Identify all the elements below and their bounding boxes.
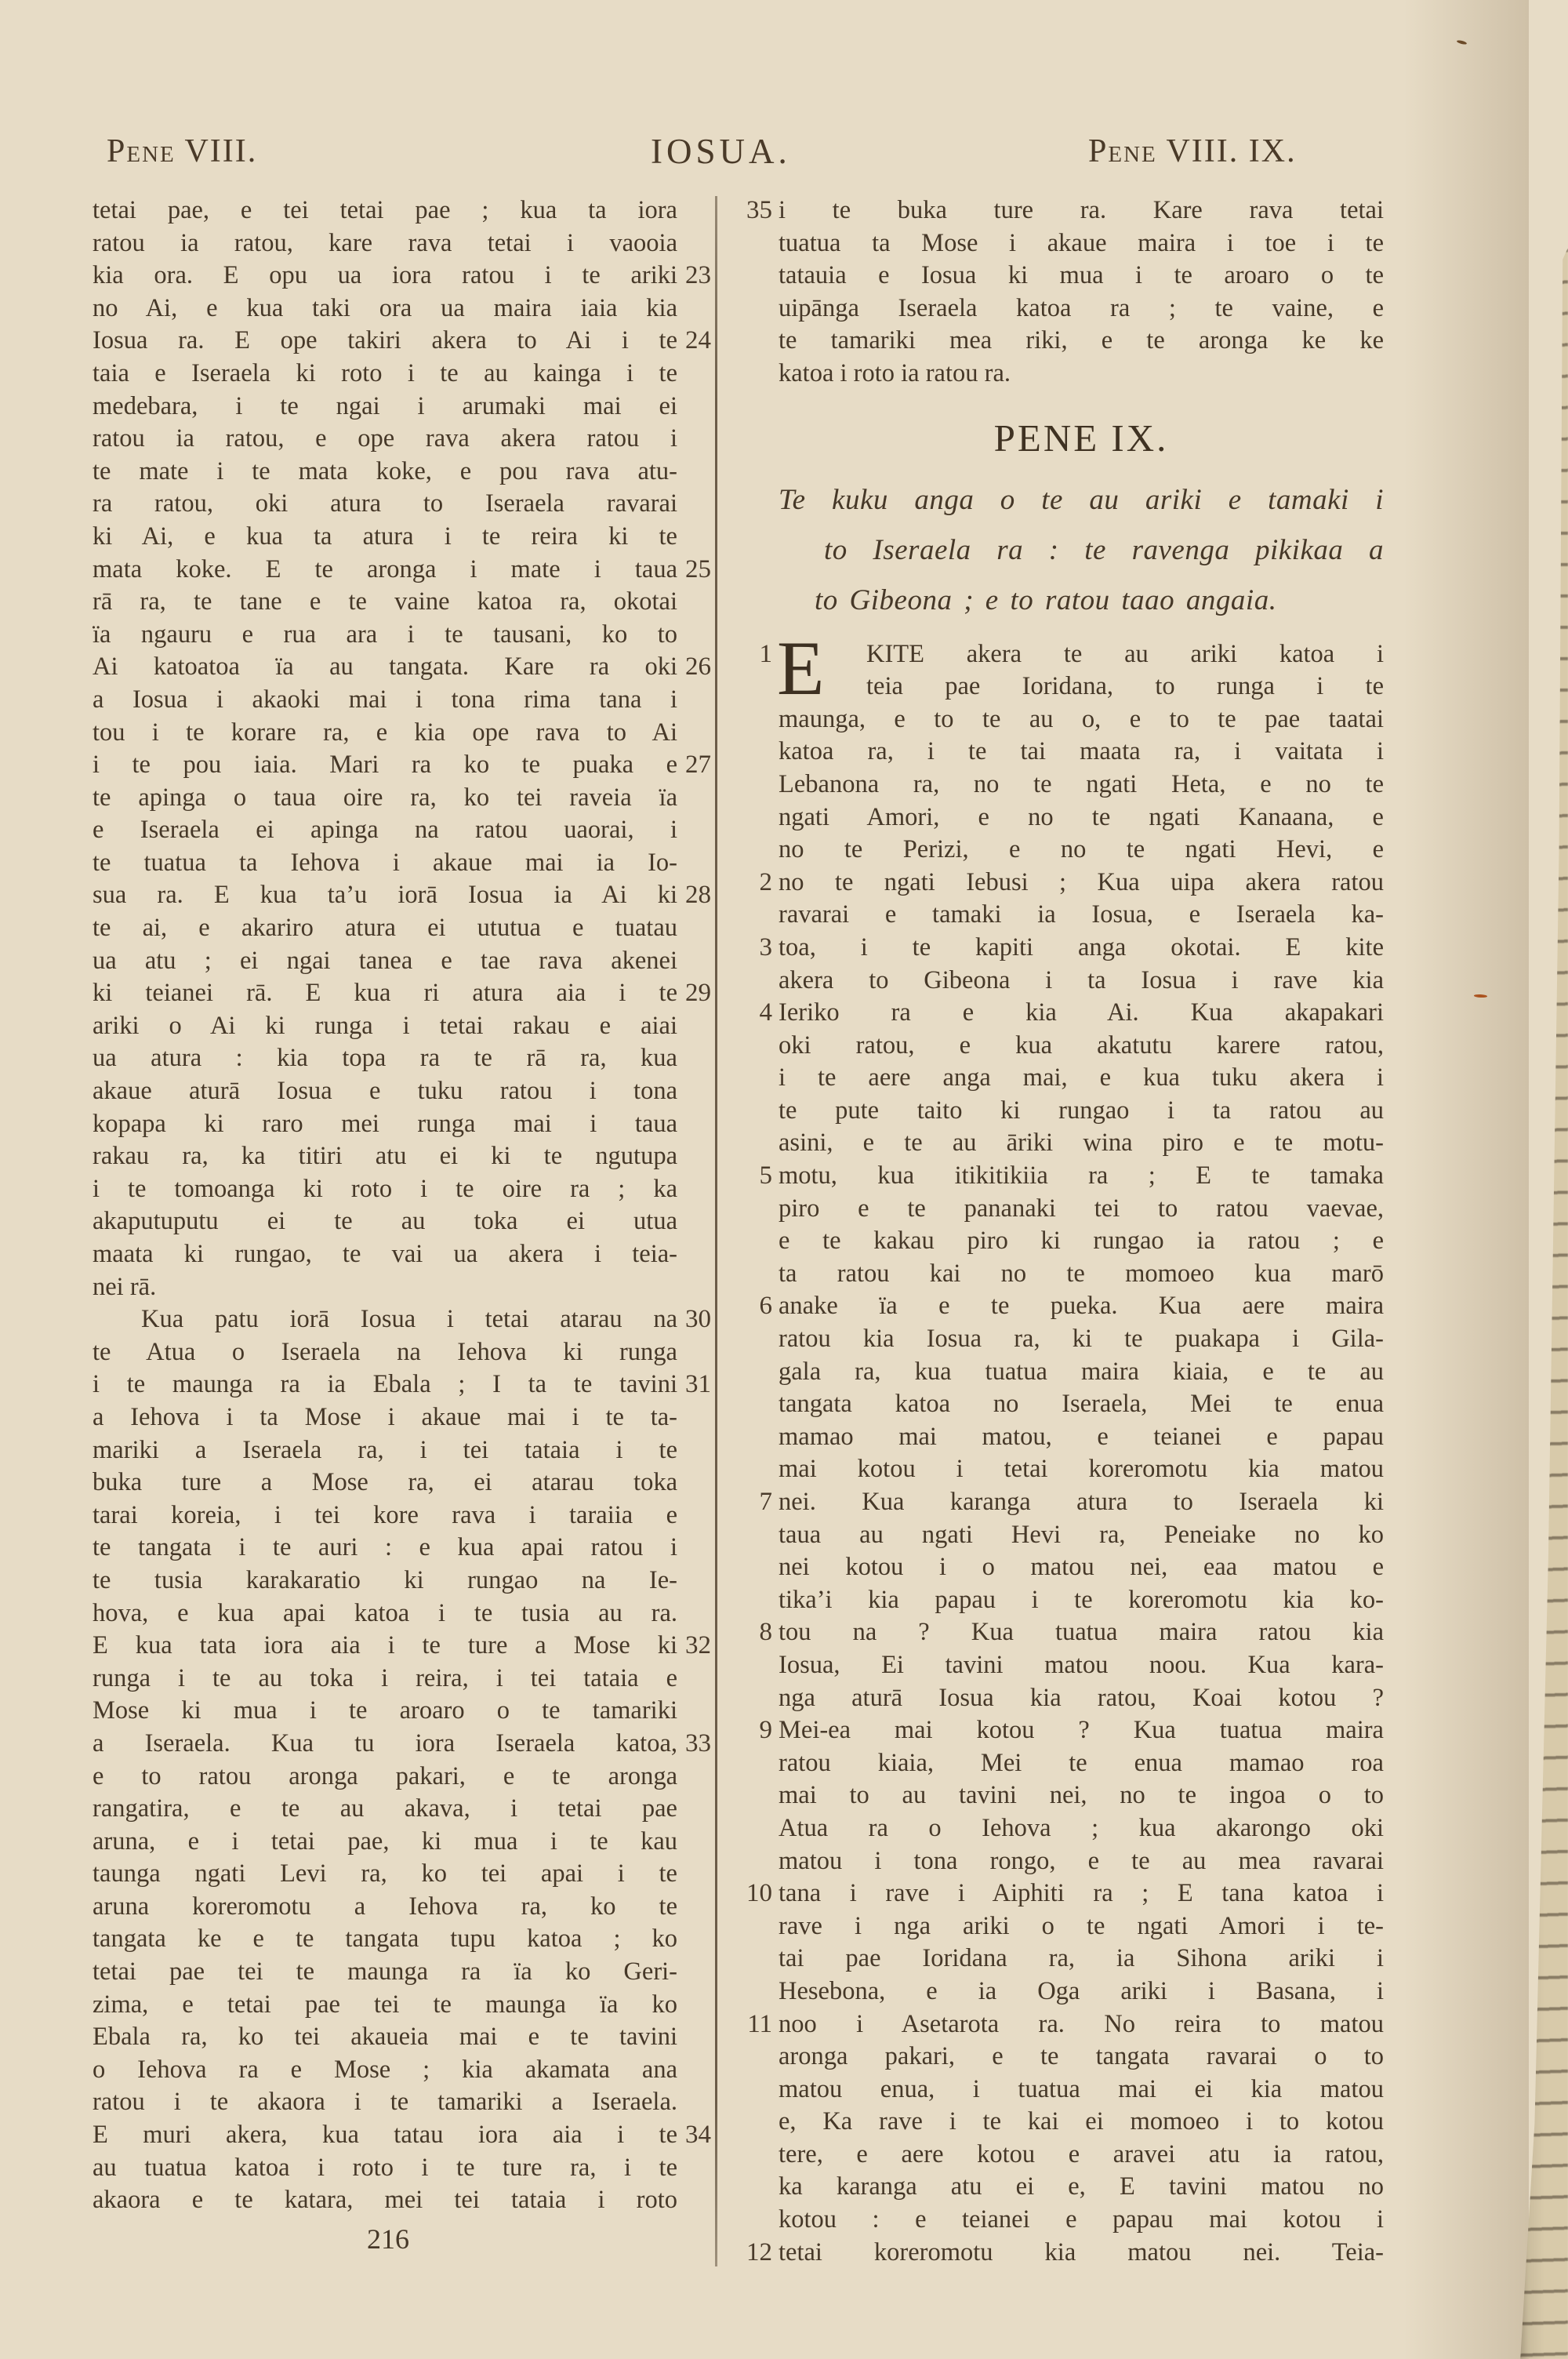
right-column-text-line: ngati Amori, e no te ngati Kanaana, e: [779, 802, 1384, 831]
right-column-text-line: ratou kia Iosua ra, ki te puakapa i Gila-: [779, 1325, 1384, 1354]
right-column-text-line: maunga, e to te au o, e to te pae taatai: [779, 704, 1384, 733]
verse-number: 6: [759, 1292, 772, 1321]
left-column-text-line: ïa ngauru e rua ara i te tausani, ko to: [93, 620, 677, 649]
left-column-text-line: tetai pae, e tei tetai pae ; kua ta iora: [93, 196, 677, 224]
left-column-text-line: kopapa ki raro mei runga mai i taua: [93, 1109, 677, 1138]
left-column-text-line: rā ra, te tane e te vaine katoa ra, okotai: [93, 587, 677, 616]
left-column-text-line: Ebala ra, ko tei akaueia mai e te tavini: [93, 2023, 677, 2052]
verse-number: 4: [759, 998, 772, 1027]
right-column-text-line: akera to Gibeona i ta Iosua i rave kia: [779, 965, 1384, 994]
right-column-text-line: tatauia e Iosua ki mua i te aroaro o te: [779, 261, 1384, 290]
left-column-text-line: E muri akera, kua tatau iora aia i te 34: [93, 2119, 677, 2152]
left-column-text-line: ratou i te akaora i te tamariki a Iseraela.: [93, 2088, 677, 2117]
left-column-text-line: ua atura : kia topa ra te rā ra, kua: [93, 1044, 677, 1073]
left-column-text-line: aruna, e i tetai pae, ki mua i te kau: [93, 1826, 677, 1856]
left-column-text-line: taia e Iseraela ki roto i te au kainga i te: [93, 358, 677, 387]
left-column-text-line: ra ratou, oki atura to Iseraela ravarai: [93, 489, 677, 518]
left-column-text-line: a Iehova i ta Mose i akaue mai i te ta-: [93, 1402, 677, 1431]
left-column-text-line: te mate i te mata koke, e pou rava atu-: [93, 456, 677, 485]
right-column-text-line: Atua ra o Iehova ; kua akarongo oki: [779, 1813, 1384, 1842]
right-column-text-line: tuatua ta Mose i akaue maira i toe i te: [779, 228, 1384, 257]
right-column-text-line: Lebanona ra, no te ngati Heta, e no te: [779, 769, 1384, 798]
chapter-heading: PENE IX.: [993, 416, 1169, 460]
right-column-text-line: anake ïa e te pueka. Kua aere maira 6: [779, 1290, 1384, 1323]
verse-number: 3: [759, 932, 772, 961]
left-column-text-line: i te maunga ra ia Ebala ; I ta te tavini 31: [93, 1369, 677, 1401]
right-column-text-line: te pute taito ki rungao i ta ratou au: [779, 1096, 1384, 1125]
right-column-text-line: katoa ra, i te tai maata ra, i vaitata i: [779, 737, 1384, 766]
verse-number: 30: [685, 1305, 711, 1334]
right-column-text-line: Ieriko ra e kia Ai. Kua akapakari 4: [779, 997, 1384, 1030]
left-column-text-line: te apinga o taua oire ra, ko tei raveia ïa: [93, 783, 677, 812]
right-column-text-line: Iosua, Ei tavini matou noou. Kua kara-: [779, 1650, 1384, 1679]
left-column-text-line: i te tomoanga ki roto i te oire ra ; ka: [93, 1174, 677, 1203]
page-number: 216: [367, 2223, 409, 2255]
right-column-text-line: nga aturā Iosua kia ratou, Koai kotou ?: [779, 1683, 1384, 1712]
right-column-text-line: ratou kiaia, Mei te enua mamao roa: [779, 1748, 1384, 1777]
right-column-text-line: asini, e te au āriki wina piro e te motu-: [779, 1129, 1384, 1158]
right-column-text-line: nei kotou i o matou nei, eaa matou e: [779, 1553, 1384, 1582]
right-column-text-line: tangata katoa no Iseraela, Mei te enua: [779, 1390, 1384, 1419]
left-column-text-line: maata ki rungao, te vai ua akera i teia-: [93, 1240, 677, 1268]
left-text-column: [93, 194, 711, 2217]
right-column-text-line: piro e te pananaki tei to ratou vaevae,: [779, 1194, 1384, 1223]
right-column-text-line: oki ratou, e kua akatutu karere ratou,: [779, 1030, 1384, 1060]
right-text-column: [746, 194, 1384, 2269]
right-column-text-line: kotou : e teianei e papau mai kotou i: [779, 2205, 1384, 2234]
verse-number: 34: [685, 2121, 711, 2150]
right-column-text-line: i te aere anga mai, e kua tuku akera i: [779, 1063, 1384, 1092]
running-head-right: Pene VIII. IX.: [1088, 133, 1297, 169]
right-column-text-line: uipānga Iseraela katoa ra ; te vaine, e: [779, 293, 1384, 322]
chapter-summary-line: Te kuku anga o te au ariki e tamaki i: [779, 483, 1384, 516]
right-column-text-line: matou enua, i tuatua mai ei kia matou: [779, 2074, 1384, 2103]
verse-number: 29: [685, 979, 711, 1008]
left-column-text-line: zima, e tetai pae tei te maunga ïa ko: [93, 1990, 677, 2019]
verse-number: 9: [759, 1716, 772, 1745]
left-column-text-line: akaputuputu ei te au toka ei utua: [93, 1207, 677, 1236]
right-column-text-line: matou i tona rongo, e te au mea ravarai: [779, 1846, 1384, 1875]
running-head-left: Pene VIII.: [107, 133, 258, 169]
left-column-text-line: rakau ra, ka titiri atu ei ki te ngutupa: [93, 1142, 677, 1171]
right-column-text-line: e, Ka rave i te kai ei momoeo i to kotou: [779, 2107, 1384, 2136]
left-column-text-line: tetai pae tei te maunga ra ïa ko Geri-: [93, 1957, 677, 1986]
left-column-text-line: mata koke. E te aronga i mate i taua 25: [93, 554, 677, 587]
right-column-text-line: ka karanga atu ei e, E tavini matou no: [779, 2172, 1384, 2201]
left-column-text-line: ratou ia ratou, kare rava tetai i vaooia: [93, 228, 677, 257]
left-column-text-line: Mose ki mua i te aroaro o te tamariki: [93, 1696, 677, 1725]
verse-number: 10: [746, 1879, 772, 1908]
verse-number: 27: [685, 751, 711, 780]
right-column-text-line: mai kotou i tetai koreromotu kia matou: [779, 1455, 1384, 1484]
left-column-text-line: akaue aturā Iosua e tuku ratou i tona: [93, 1077, 677, 1106]
verse-number: 32: [685, 1631, 711, 1660]
right-column-text-line: tou na ? Kua tuatua maira ratou kia 8: [779, 1616, 1384, 1649]
left-column-text-line: te tusia karakaratio ki rungao na Ie-: [93, 1565, 677, 1594]
right-column-text-line: tetai koreromotu kia matou nei. Teia- 12: [779, 2237, 1384, 2270]
running-head-title: IOSUA.: [651, 132, 791, 171]
left-column-text-line: au tuatua katoa i roto i te ture ra, i te: [93, 2153, 677, 2182]
left-column-text-line: i te pou iaia. Mari ra ko te puaka e 27: [93, 749, 677, 782]
right-column-text-line: noo i Asetarota ra. No reira to matou 11: [779, 2008, 1384, 2041]
verse-number: 24: [685, 326, 711, 355]
left-column-text-line: Iosua ra. E ope takiri akera to Ai i te 24: [93, 325, 677, 358]
left-column-text-line: te Atua o Iseraela na Iehova ki runga: [93, 1337, 677, 1366]
left-column-text-line: taunga ngati Levi ra, ko tei apai i te: [93, 1859, 677, 1888]
right-column-text-line: te tamariki mea riki, e te aronga ke ke: [779, 326, 1384, 355]
left-column-text-line: a Iosua i akaoki mai i tona rima tana i: [93, 685, 677, 714]
left-column-text-line: ariki o Ai ki runga i tetai rakau e aiai: [93, 1011, 677, 1040]
verse-number: 25: [685, 554, 711, 583]
verse-number: 1: [759, 639, 772, 668]
verse-number: 28: [685, 881, 711, 910]
right-column-text-line: ravarai e tamaki ia Iosua, e Iseraela ka-: [779, 900, 1384, 929]
verse-number: 2: [759, 867, 772, 896]
column-divider-rule: [715, 196, 717, 2266]
page-curvature-shadow: [1403, 0, 1529, 2359]
right-column-text-line: toa, i te kapiti anga okotai. E kite 3: [779, 932, 1384, 965]
left-column-text-line: sua ra. E kua ta’u iorā Iosua ia Ai ki 28: [93, 879, 677, 912]
verse-number: 12: [746, 2237, 772, 2266]
verse-number: 33: [685, 1728, 711, 1757]
left-column-text-line: no Ai, e kua taki ora ua maira iaia kia: [93, 293, 677, 322]
left-column-text-line: e Iseraela ei apinga na ratou uaorai, i: [93, 816, 677, 845]
left-column-text-line: te tuatua ta Iehova i akaue mai ia Io-: [93, 848, 677, 877]
drop-cap: E: [777, 625, 825, 711]
verse-number: 8: [759, 1618, 772, 1647]
chapter-summary-line: to Iseraela ra : te ravenga pikikaa a: [824, 533, 1384, 566]
left-column-text-line: tou i te korare ra, e kia ope rava to Ai: [93, 718, 677, 747]
right-column-text-line: katoa i roto ia ratou ra.: [779, 358, 1011, 387]
left-column-text-line: te tangata i te auri : e kua apai ratou i: [93, 1533, 677, 1562]
right-column-text-line: rave i nga ariki o te ngati Amori i te-: [779, 1911, 1384, 1940]
right-column-text-line: aronga pakari, e te tangata ravarai o to: [779, 2042, 1384, 2071]
left-column-text-line: Kua patu iorā Iosua i tetai atarau na 30: [93, 1303, 677, 1336]
verse-number: 23: [685, 261, 711, 290]
right-column-text-line: E KITE akera te au ariki katoa i 1: [759, 625, 1384, 711]
left-column-text-line: hova, e kua apai katoa i te tusia au ra.: [93, 1598, 677, 1627]
left-column-text-line: nei rā.: [93, 1272, 157, 1301]
right-column-text-line: no te ngati Iebusi ; Kua uipa akera ratou 2: [779, 867, 1384, 900]
left-column-text-line: E kua tata iora aia i te ture a Mose ki 32: [93, 1630, 677, 1663]
left-column-text-line: o Iehova ra e Mose ; kia akamata ana: [93, 2055, 677, 2084]
left-column-text-line: ki teianei rā. E kua ri atura aia i te 29: [93, 977, 677, 1010]
verse-number: 26: [685, 652, 711, 682]
right-column-text-line: Hesebona, e ia Oga ariki i Basana, i: [779, 1976, 1384, 2005]
left-column-text-line: a Iseraela. Kua tu iora Iseraela katoa, 33: [93, 1728, 677, 1761]
right-column-text-line: e te kakau piro ki rungao ia ratou ; e: [779, 1227, 1384, 1256]
chapter-summary-line: to Gibeona ; e to ratou taao angaia.: [815, 583, 1277, 616]
left-column-text-line: Ai katoatoa ïa au tangata. Kare ra oki 26: [93, 651, 677, 684]
verse-number: 7: [759, 1488, 772, 1516]
left-column-text-line: ki Ai, e kua ta atura i te reira ki te: [93, 522, 677, 551]
left-column-text-line: aruna koreromotu a Iehova ra, ko te: [93, 1892, 677, 1921]
right-column-text-line: mai to au tavini nei, no te ingoa o to: [779, 1781, 1384, 1810]
left-column-text-line: medebara, i te ngai i arumaki mai ei: [93, 391, 677, 420]
left-column-text-line: buka ture a Mose ra, ei atarau toka: [93, 1468, 677, 1497]
left-column-text-line: mariki a Iseraela ra, i tei tataia i te: [93, 1435, 677, 1464]
right-column-text-line: teia pae Ioridana, to runga i te: [866, 672, 1384, 701]
right-column-text-line: tika’i kia papau i te koreromotu kia ko-: [779, 1585, 1384, 1614]
left-column-text-line: kia ora. E opu ua iora ratou i te ariki 23: [93, 260, 677, 293]
right-column-text-line: gala ra, kua tuatua maira kiaia, e te au: [779, 1357, 1384, 1386]
right-column-text-line: taua au ngati Hevi ra, Peneiake no ko: [779, 1520, 1384, 1549]
left-column-text-line: ratou ia ratou, e ope rava akera ratou i: [93, 424, 677, 453]
verse-number: 5: [759, 1161, 772, 1190]
left-column-text-line: runga i te au toka i reira, i tei tataia e: [93, 1663, 677, 1692]
left-column-text-line: tangata ke e te tangata tupu katoa ; ko: [93, 1925, 677, 1954]
left-column-text-line: akaora e te katara, mei tei tataia i roto: [93, 2186, 677, 2215]
right-column-text-line: i te buka ture ra. Kare rava tetai 35: [779, 194, 1384, 227]
right-column-text-line: no te Perizi, e no te ngati Hevi, e: [779, 835, 1384, 864]
left-column-text-line: tarai koreia, i tei kore rava i taraiia e: [93, 1500, 677, 1529]
left-column-text-line: ua atu ; ei ngai tanea e tae rava akenei: [93, 946, 677, 975]
verse-number: 31: [685, 1370, 711, 1399]
verse-number: 35: [746, 196, 772, 224]
right-column-text-line: nei. Kua karanga atura to Iseraela ki 7: [779, 1486, 1384, 1519]
right-column-text-line: tai pae Ioridana ra, ia Sihona ariki i: [779, 1944, 1384, 1973]
right-column-text-line: tere, e aere kotou e aravei atu ia ratou,: [779, 2139, 1384, 2168]
right-column-text-line: ta ratou kai no te momoeo kua marō: [779, 1259, 1384, 1288]
left-column-text-line: e to ratou aronga pakari, e te aronga: [93, 1761, 677, 1790]
right-column-text-line: mamao mai matou, e teianei e papau: [779, 1422, 1384, 1451]
right-column-text-line: tana i rave i Aiphiti ra ; E tana katoa i 10: [779, 1877, 1384, 1910]
left-column-text-line: te ai, e akariro atura ei ututua e tuatau: [93, 914, 677, 943]
left-column-text-line: rangatira, e te au akava, i tetai pae: [93, 1794, 677, 1823]
verse-number: 11: [747, 2009, 772, 2038]
right-column-text-line: Mei-ea mai kotou ? Kua tuatua maira 9: [779, 1714, 1384, 1747]
right-column-text-line: motu, kua itikitikiia ra ; E te tamaka 5: [779, 1160, 1384, 1193]
